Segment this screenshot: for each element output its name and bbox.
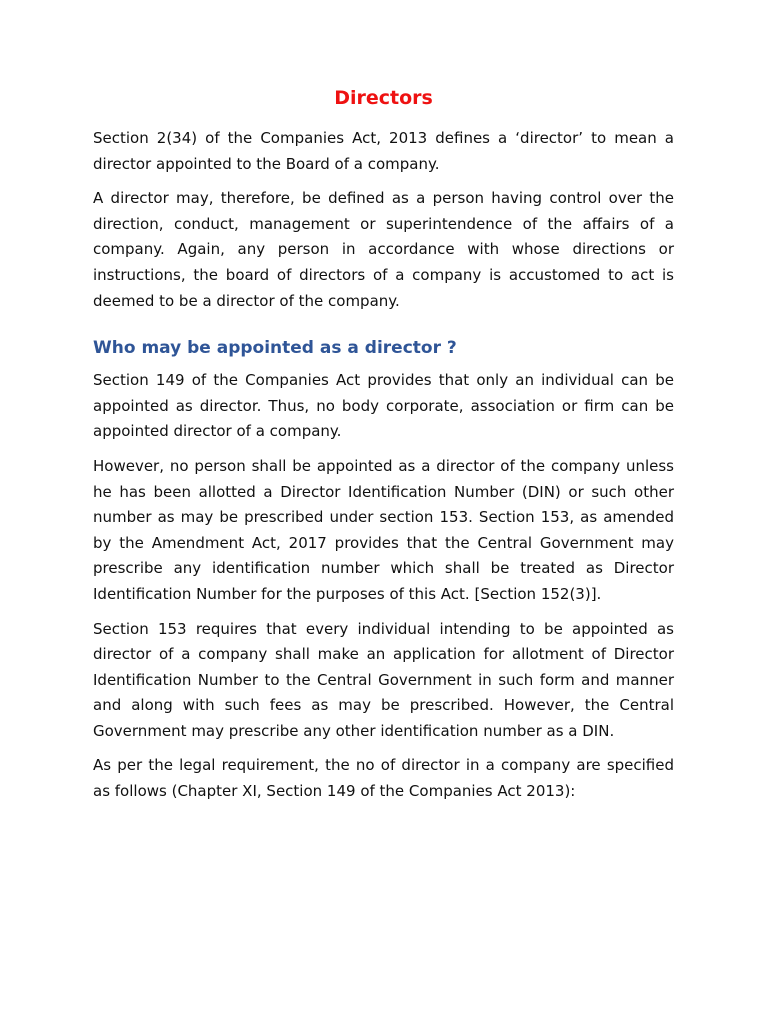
section-paragraph: However, no person shall be appointed as a director of the company unless he has been allotted a Director Identification Number (DIN) or such other number as may be prescribed under section 153. Section 153, as amended by the Amendment Act, 2017 provides that the Central Government may prescribe any identification number which shall be treated as Director Identification Number for the purposes of this Act. [Section 152(3)]. [93, 456, 674, 603]
intro-paragraph: A director may, therefore, be defined as a person having control over the direction, conduct, management or superintendence of the affairs of a company. Again, any person in accordance with whose directions or instructions, the board of directors of a company is accustomed to act is deemed to be a director of the company. [93, 189, 674, 310]
section-paragraph: Section 149 of the Companies Act provides that only an individual can be appointed as director. Thus, no body corporate, association or firm can be appointed director of a company. [93, 371, 674, 441]
section-paragraph: Section 153 requires that every individual intending to be appointed as director of a company shall make an application for allotment of Director Identification Number to the Central Government in such form and manner and along with such fees as may be prescribed. However, the Central Government may prescribe any other identification number as a DIN. [93, 619, 674, 740]
section-paragraph: As per the legal requirement, the no of director in a company are specified as follows (Chapter XI, Section 149 of the Companies Act 2013): [93, 756, 674, 801]
section-heading: Who may be appointed as a director ? [93, 338, 457, 359]
document-page [93, 84, 674, 814]
intro-paragraph: Section 2(34) of the Companies Act, 2013 defines a ‘director’ to mean a director appointed to the Board of a company. [93, 129, 674, 173]
document-title: Directors [334, 87, 433, 109]
